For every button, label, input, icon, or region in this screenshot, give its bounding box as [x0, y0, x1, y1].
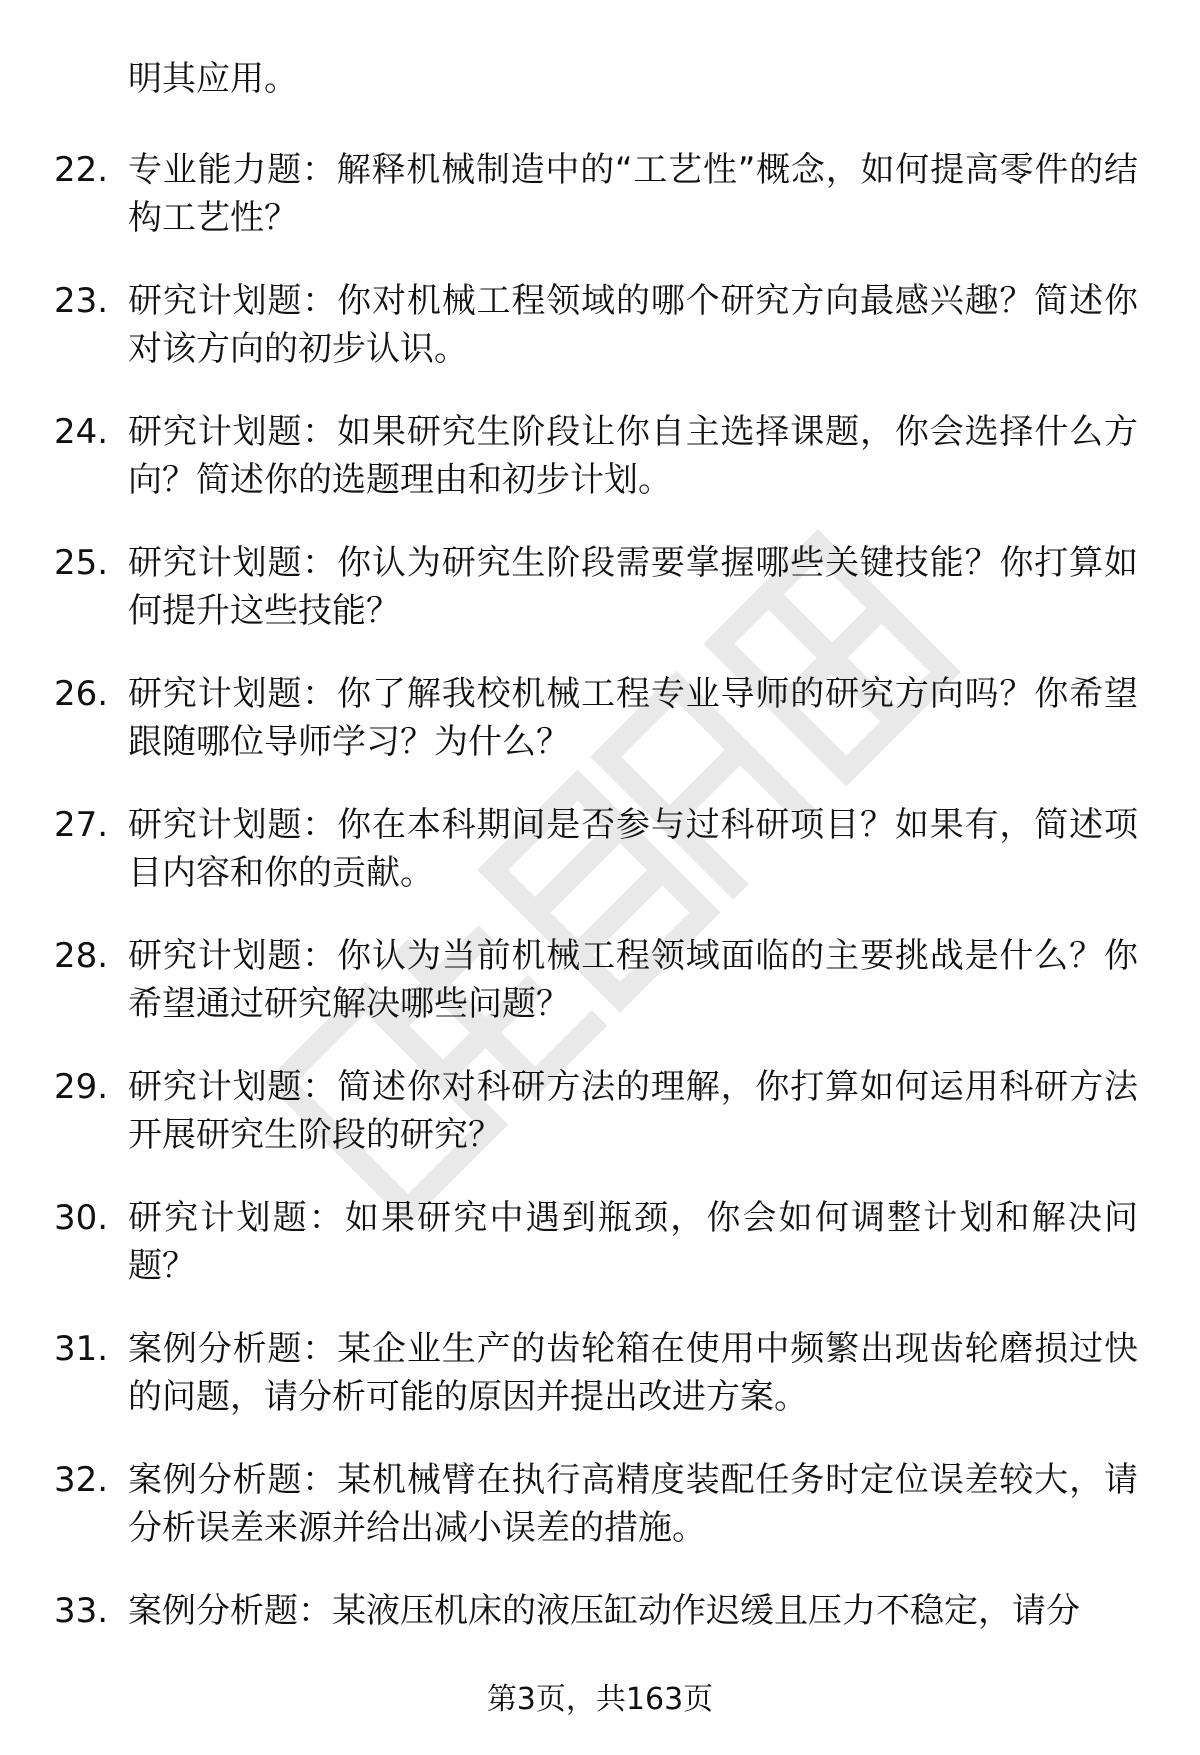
question-item — [0, 670, 1200, 801]
question-item — [0, 1063, 1200, 1194]
question-text: 案例分析题：某液压机床的液压缸动作迟缓且压力不稳定，请分 — [128, 1591, 1080, 1631]
question-item — [0, 932, 1200, 1063]
question-text: 案例分析题：某机械臂在执行高精度装配任务时定位误差较大，请分析误差来源并给出减小误差的措施。 — [128, 1460, 1138, 1548]
question-number: 25. — [54, 543, 109, 583]
question-text: 研究计划题：你在本科期间是否参与过科研项目？如果有，简述项目内容和你的贡献。 — [128, 805, 1138, 893]
question-text: 案例分析题：某企业生产的齿轮箱在使用中频繁出现齿轮磨损过快的问题，请分析可能的原因并提出改进方案。 — [128, 1329, 1138, 1417]
question-item — [0, 1456, 1200, 1587]
question-text: 研究计划题：你认为研究生阶段需要掌握哪些关键技能？你打算如何提升这些技能？ — [128, 543, 1138, 631]
question-number: 24. — [54, 412, 109, 452]
question-item — [0, 146, 1200, 277]
question-item — [0, 1587, 1200, 1647]
question-item — [0, 539, 1200, 670]
question-number: 32. — [54, 1460, 109, 1500]
question-text: 研究计划题：简述你对科研方法的理解，你打算如何运用科研方法开展研究生阶段的研究？ — [128, 1067, 1138, 1155]
question-number: 28. — [54, 936, 109, 976]
question-list — [0, 146, 1200, 1647]
question-text: 研究计划题：你认为当前机械工程领域面临的主要挑战是什么？你希望通过研究解决哪些问题？ — [128, 936, 1138, 1024]
page-footer: 第3页，共163页 — [486, 1682, 714, 1717]
question-item — [0, 1325, 1200, 1456]
question-text: 研究计划题：如果研究生阶段让你自主选择课题，你会选择什么方向？简述你的选题理由和初步计划。 — [128, 412, 1138, 500]
question-item — [0, 801, 1200, 932]
question-text: 研究计划题：如果研究中遇到瓶颈，你会如何调整计划和解决问题？ — [128, 1198, 1138, 1286]
question-number: 27. — [54, 805, 109, 845]
question-text: 研究计划题：你了解我校机械工程专业导师的研究方向吗？你希望跟随哪位导师学习？为什么？ — [128, 674, 1138, 762]
question-number: 26. — [54, 674, 109, 714]
question-number: 33. — [54, 1591, 109, 1631]
question-item — [0, 408, 1200, 539]
continued-question-text: 明其应用。 — [128, 59, 298, 99]
question-number: 30. — [54, 1198, 109, 1238]
question-number: 23. — [54, 281, 109, 321]
question-text: 研究计划题：你对机械工程领域的哪个研究方向最感兴趣？简述你对该方向的初步认识。 — [128, 281, 1138, 369]
question-item — [0, 277, 1200, 408]
question-number: 22. — [54, 150, 109, 190]
question-number: 29. — [54, 1067, 109, 1107]
question-text: 专业能力题：解释机械制造中的“工艺性”概念，如何提高零件的结构工艺性？ — [128, 150, 1138, 238]
question-number: 31. — [54, 1329, 109, 1369]
question-item — [0, 1194, 1200, 1325]
